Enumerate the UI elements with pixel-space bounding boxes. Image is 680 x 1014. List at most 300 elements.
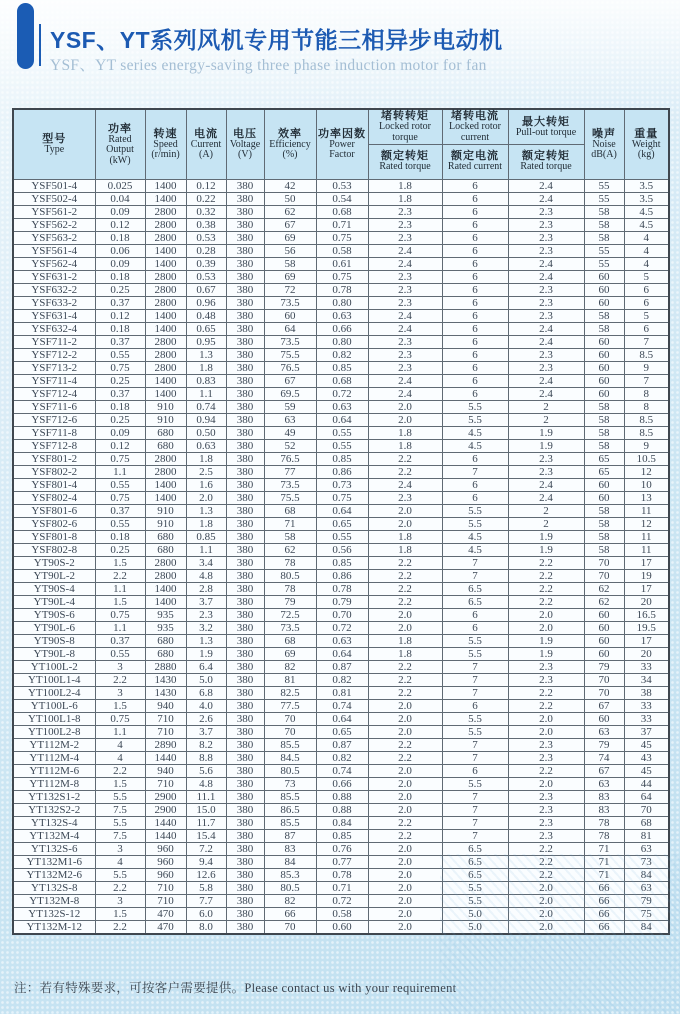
- spec-value-cell: 0.75: [316, 231, 368, 244]
- spec-value-cell: 710: [145, 777, 186, 790]
- spec-value-cell: 0.32: [186, 205, 226, 218]
- spec-value-cell: 6: [442, 205, 508, 218]
- spec-value-cell: 0.50: [186, 426, 226, 439]
- spec-value-cell: 2.3: [508, 465, 584, 478]
- spec-value-cell: 38: [624, 686, 669, 699]
- spec-value-cell: 2.0: [508, 712, 584, 725]
- spec-value-cell: 10.5: [624, 452, 669, 465]
- spec-value-cell: 76.5: [264, 361, 316, 374]
- model-cell: YT132S-6: [13, 842, 95, 855]
- spec-value-cell: 19: [624, 569, 669, 582]
- model-cell: YT100L2-4: [13, 686, 95, 699]
- spec-value-cell: 62: [584, 582, 624, 595]
- table-row: [13, 842, 669, 855]
- table-row: [13, 400, 669, 413]
- spec-value-cell: 380: [226, 712, 264, 725]
- spec-value-cell: 4.0: [186, 699, 226, 712]
- spec-value-cell: 6: [442, 179, 508, 192]
- spec-value-cell: 0.82: [316, 348, 368, 361]
- spec-value-cell: 2.0: [368, 842, 442, 855]
- spec-value-cell: 2.0: [508, 608, 584, 621]
- table-row: [13, 348, 669, 361]
- spec-value-cell: 380: [226, 894, 264, 907]
- spec-value-cell: 77.5: [264, 699, 316, 712]
- spec-value-cell: 60: [584, 296, 624, 309]
- spec-value-cell: 10: [624, 478, 669, 491]
- spec-value-cell: 49: [264, 426, 316, 439]
- spec-value-cell: 2: [508, 400, 584, 413]
- spec-value-cell: 2.4: [508, 179, 584, 192]
- spec-value-cell: 1.8: [368, 426, 442, 439]
- spec-value-cell: 78: [264, 582, 316, 595]
- spec-value-cell: 2.2: [368, 686, 442, 699]
- model-cell: YSF802-8: [13, 543, 95, 556]
- spec-value-cell: 0.85: [316, 452, 368, 465]
- model-cell: YT132M-12: [13, 920, 95, 934]
- spec-value-cell: 2.3: [368, 270, 442, 283]
- spec-value-cell: 1.5: [95, 907, 145, 920]
- spec-value-cell: 1.5: [95, 777, 145, 790]
- spec-value-cell: 0.55: [316, 426, 368, 439]
- spec-value-cell: 60: [584, 283, 624, 296]
- spec-value-cell: 0.09: [95, 426, 145, 439]
- spec-value-cell: 2.3: [508, 790, 584, 803]
- table-row: [13, 218, 669, 231]
- spec-value-cell: 3.5: [624, 179, 669, 192]
- spec-value-cell: 710: [145, 712, 186, 725]
- spec-value-cell: 2.2: [368, 465, 442, 478]
- table-row: [13, 764, 669, 777]
- spec-value-cell: 0.25: [95, 543, 145, 556]
- spec-value-cell: 16.5: [624, 608, 669, 621]
- header-weight: 重量 Weight (kg): [624, 109, 669, 179]
- spec-value-cell: 3.7: [186, 595, 226, 608]
- table-row: [13, 387, 669, 400]
- spec-value-cell: 6.5: [442, 842, 508, 855]
- spec-value-cell: 4.5: [442, 426, 508, 439]
- spec-value-cell: 3.5: [624, 192, 669, 205]
- spec-value-cell: 2.3: [508, 348, 584, 361]
- spec-value-cell: 0.22: [186, 192, 226, 205]
- spec-value-cell: 1.9: [508, 426, 584, 439]
- spec-value-cell: 0.88: [316, 803, 368, 816]
- spec-value-cell: 7: [442, 556, 508, 569]
- spec-value-cell: 6.5: [442, 868, 508, 881]
- table-row: [13, 322, 669, 335]
- spec-value-cell: 2.3: [508, 231, 584, 244]
- spec-value-cell: 380: [226, 439, 264, 452]
- spec-value-cell: 0.94: [186, 413, 226, 426]
- spec-value-cell: 2.3: [508, 296, 584, 309]
- spec-value-cell: 71: [584, 855, 624, 868]
- spec-value-cell: 17: [624, 634, 669, 647]
- spec-value-cell: 67: [264, 218, 316, 231]
- spec-value-cell: 81: [624, 829, 669, 842]
- spec-value-cell: 2.2: [368, 816, 442, 829]
- spec-value-cell: 7: [442, 686, 508, 699]
- spec-value-cell: 80.5: [264, 764, 316, 777]
- spec-value-cell: 0.64: [316, 504, 368, 517]
- spec-value-cell: 0.84: [316, 816, 368, 829]
- spec-value-cell: 79: [584, 738, 624, 751]
- spec-value-cell: 1.9: [508, 543, 584, 556]
- spec-value-cell: 380: [226, 829, 264, 842]
- spec-value-cell: 7: [442, 738, 508, 751]
- model-cell: YSF633-2: [13, 296, 95, 309]
- table-row: [13, 725, 669, 738]
- spec-value-cell: 0.83: [186, 374, 226, 387]
- table-row: [13, 465, 669, 478]
- spec-value-cell: 1440: [145, 816, 186, 829]
- spec-value-cell: 70: [264, 920, 316, 934]
- spec-value-cell: 6: [442, 283, 508, 296]
- spec-value-cell: 0.96: [186, 296, 226, 309]
- spec-value-cell: 2800: [145, 231, 186, 244]
- spec-value-cell: 1430: [145, 673, 186, 686]
- spec-value-cell: 380: [226, 374, 264, 387]
- spec-value-cell: 2.6: [186, 712, 226, 725]
- spec-value-cell: 2800: [145, 348, 186, 361]
- spec-value-cell: 71: [264, 517, 316, 530]
- table-row: [13, 361, 669, 374]
- spec-value-cell: 0.37: [95, 335, 145, 348]
- spec-value-cell: 4: [95, 855, 145, 868]
- spec-value-cell: 0.25: [95, 283, 145, 296]
- spec-value-cell: 5.0: [442, 907, 508, 920]
- spec-value-cell: 380: [226, 764, 264, 777]
- spec-value-cell: 5.5: [442, 881, 508, 894]
- spec-value-cell: 11: [624, 543, 669, 556]
- spec-value-cell: 3: [95, 686, 145, 699]
- spec-value-cell: 1400: [145, 322, 186, 335]
- spec-value-cell: 42: [264, 179, 316, 192]
- spec-value-cell: 2.0: [368, 855, 442, 868]
- spec-value-cell: 66: [584, 920, 624, 934]
- spec-value-cell: 66: [264, 907, 316, 920]
- spec-value-cell: 0.74: [186, 400, 226, 413]
- spec-value-cell: 67: [264, 374, 316, 387]
- spec-value-cell: 2.4: [508, 387, 584, 400]
- spec-value-cell: 83: [584, 790, 624, 803]
- header-locked-current-rated: 额定电流 Rated current: [442, 144, 508, 179]
- spec-value-cell: 82: [264, 660, 316, 673]
- spec-value-cell: 380: [226, 816, 264, 829]
- table-row: [13, 621, 669, 634]
- spec-value-cell: 0.55: [95, 348, 145, 361]
- table-row: [13, 816, 669, 829]
- spec-value-cell: 7: [442, 673, 508, 686]
- table-row: [13, 881, 669, 894]
- spec-value-cell: 1.3: [186, 504, 226, 517]
- spec-value-cell: 8: [624, 387, 669, 400]
- spec-value-cell: 11.1: [186, 790, 226, 803]
- spec-value-cell: 58: [584, 400, 624, 413]
- spec-value-cell: 2.2: [368, 738, 442, 751]
- spec-value-cell: 380: [226, 387, 264, 400]
- spec-value-cell: 2.2: [368, 582, 442, 595]
- spec-value-cell: 2.4: [508, 322, 584, 335]
- spec-value-cell: 84: [624, 868, 669, 881]
- table-row: [13, 894, 669, 907]
- spec-value-cell: 1400: [145, 595, 186, 608]
- spec-value-cell: 6: [624, 283, 669, 296]
- spec-value-cell: 0.87: [316, 738, 368, 751]
- spec-value-cell: 2.3: [368, 283, 442, 296]
- spec-value-cell: 0.65: [316, 517, 368, 530]
- spec-value-cell: 680: [145, 426, 186, 439]
- spec-value-cell: 680: [145, 543, 186, 556]
- spec-value-cell: 2.0: [186, 491, 226, 504]
- spec-value-cell: 60: [584, 608, 624, 621]
- spec-value-cell: 380: [226, 231, 264, 244]
- spec-value-cell: 2.2: [95, 881, 145, 894]
- spec-value-cell: 5.5: [442, 712, 508, 725]
- spec-value-cell: 63: [624, 881, 669, 894]
- header-pullout-torque: 最大转矩 Pull-out torque: [508, 109, 584, 144]
- spec-value-cell: 77: [264, 465, 316, 478]
- spec-value-cell: 3.2: [186, 621, 226, 634]
- spec-value-cell: 69: [264, 270, 316, 283]
- spec-value-cell: 81: [264, 673, 316, 686]
- spec-value-cell: 0.75: [95, 452, 145, 465]
- spec-value-cell: 87: [264, 829, 316, 842]
- model-cell: YT132M1-6: [13, 855, 95, 868]
- spec-value-cell: 1400: [145, 387, 186, 400]
- model-cell: YSF563-2: [13, 231, 95, 244]
- spec-value-cell: 0.78: [316, 868, 368, 881]
- spec-value-cell: 380: [226, 244, 264, 257]
- spec-value-cell: 2.3: [508, 816, 584, 829]
- spec-value-cell: 4: [95, 738, 145, 751]
- spec-value-cell: 680: [145, 647, 186, 660]
- spec-value-cell: 380: [226, 556, 264, 569]
- spec-value-cell: 8.2: [186, 738, 226, 751]
- spec-value-cell: 960: [145, 855, 186, 868]
- spec-value-cell: 2.0: [368, 881, 442, 894]
- table-row: [13, 868, 669, 881]
- accent-bar: [17, 3, 34, 69]
- header-locked-rotor-current: 堵转电流 Locked rotor current: [442, 109, 508, 144]
- spec-value-cell: 2.4: [368, 387, 442, 400]
- spec-value-cell: 380: [226, 257, 264, 270]
- spec-value-cell: 380: [226, 270, 264, 283]
- spec-value-cell: 11.7: [186, 816, 226, 829]
- spec-value-cell: 2.4: [508, 335, 584, 348]
- spec-value-cell: 6: [442, 764, 508, 777]
- spec-value-cell: 0.86: [316, 465, 368, 478]
- spec-value-cell: 1.1: [95, 621, 145, 634]
- spec-value-cell: 2.3: [508, 309, 584, 322]
- spec-value-cell: 2800: [145, 270, 186, 283]
- spec-value-cell: 380: [226, 504, 264, 517]
- spec-value-cell: 0.58: [316, 907, 368, 920]
- spec-value-cell: 60: [584, 387, 624, 400]
- model-cell: YSF711-2: [13, 335, 95, 348]
- spec-value-cell: 2.3: [368, 205, 442, 218]
- spec-value-cell: 75.5: [264, 348, 316, 361]
- spec-value-cell: 680: [145, 530, 186, 543]
- spec-value-cell: 2.0: [368, 764, 442, 777]
- spec-value-cell: 84.5: [264, 751, 316, 764]
- spec-value-cell: 0.75: [95, 608, 145, 621]
- table-row: [13, 205, 669, 218]
- spec-value-cell: 0.60: [316, 920, 368, 934]
- spec-value-cell: 1.8: [368, 647, 442, 660]
- spec-value-cell: 66: [584, 894, 624, 907]
- table-row: [13, 673, 669, 686]
- spec-value-cell: 2.4: [368, 374, 442, 387]
- spec-value-cell: 5.5: [442, 634, 508, 647]
- spec-value-cell: 85.3: [264, 868, 316, 881]
- spec-value-cell: 2.2: [508, 699, 584, 712]
- spec-value-cell: 2.2: [508, 595, 584, 608]
- spec-value-cell: 59: [264, 400, 316, 413]
- model-cell: YT112M-6: [13, 764, 95, 777]
- spec-value-cell: 2.4: [368, 309, 442, 322]
- spec-value-cell: 70: [584, 673, 624, 686]
- spec-value-cell: 58: [584, 322, 624, 335]
- spec-value-cell: 0.37: [95, 634, 145, 647]
- table-header: [13, 109, 669, 179]
- spec-value-cell: 1400: [145, 491, 186, 504]
- spec-value-cell: 380: [226, 842, 264, 855]
- spec-value-cell: 0.63: [186, 439, 226, 452]
- spec-value-cell: 75: [624, 907, 669, 920]
- spec-value-cell: 78: [584, 816, 624, 829]
- spec-value-cell: 0.74: [316, 699, 368, 712]
- spec-value-cell: 1.1: [186, 543, 226, 556]
- table-row: [13, 751, 669, 764]
- spec-value-cell: 380: [226, 647, 264, 660]
- spec-value-cell: 380: [226, 920, 264, 934]
- spec-value-cell: 70: [584, 556, 624, 569]
- spec-value-cell: 2.2: [95, 764, 145, 777]
- spec-value-cell: 5.5: [442, 725, 508, 738]
- spec-value-cell: 60: [584, 270, 624, 283]
- spec-value-cell: 2.0: [368, 621, 442, 634]
- spec-value-cell: 6: [442, 374, 508, 387]
- spec-value-cell: 2800: [145, 569, 186, 582]
- spec-value-cell: 6: [442, 296, 508, 309]
- spec-value-cell: 960: [145, 868, 186, 881]
- spec-value-cell: 55: [584, 179, 624, 192]
- spec-value-cell: 2.0: [368, 920, 442, 934]
- model-cell: YSF802-2: [13, 465, 95, 478]
- spec-value-cell: 70: [264, 725, 316, 738]
- spec-value-cell: 0.87: [316, 660, 368, 673]
- spec-value-cell: 2: [508, 504, 584, 517]
- spec-value-cell: 380: [226, 283, 264, 296]
- spec-value-cell: 0.65: [316, 725, 368, 738]
- spec-value-cell: 65: [584, 452, 624, 465]
- spec-value-cell: 60: [584, 634, 624, 647]
- spec-value-cell: 1.5: [95, 556, 145, 569]
- spec-value-cell: 680: [145, 634, 186, 647]
- spec-value-cell: 380: [226, 335, 264, 348]
- model-cell: YT132S1-2: [13, 790, 95, 803]
- table-row: [13, 452, 669, 465]
- header-efficiency: 效率 Efficiency (%): [264, 109, 316, 179]
- spec-value-cell: 2.3: [186, 608, 226, 621]
- spec-value-cell: 935: [145, 621, 186, 634]
- table-row: [13, 608, 669, 621]
- table-row: [13, 309, 669, 322]
- spec-value-cell: 2.0: [368, 894, 442, 907]
- spec-value-cell: 2800: [145, 218, 186, 231]
- spec-value-cell: 380: [226, 751, 264, 764]
- spec-value-cell: 2.2: [508, 855, 584, 868]
- spec-value-cell: 1.8: [368, 439, 442, 452]
- spec-value-cell: 76.5: [264, 452, 316, 465]
- spec-value-cell: 2.2: [508, 569, 584, 582]
- spec-value-cell: 0.63: [316, 309, 368, 322]
- spec-value-cell: 2890: [145, 738, 186, 751]
- spec-value-cell: 2.3: [368, 231, 442, 244]
- spec-value-cell: 4.5: [442, 530, 508, 543]
- model-cell: YT100L2-8: [13, 725, 95, 738]
- spec-value-cell: 380: [226, 517, 264, 530]
- spec-value-cell: 5.5: [442, 400, 508, 413]
- header-current: 电流 Current (A): [186, 109, 226, 179]
- table-row: [13, 296, 669, 309]
- spec-value-cell: 6: [442, 231, 508, 244]
- spec-value-cell: 1.8: [368, 192, 442, 205]
- model-cell: YSF801-6: [13, 504, 95, 517]
- spec-value-cell: 8.8: [186, 751, 226, 764]
- spec-value-cell: 0.77: [316, 855, 368, 868]
- spec-value-cell: 0.63: [316, 634, 368, 647]
- spec-value-cell: 2.2: [368, 556, 442, 569]
- spec-value-cell: 910: [145, 400, 186, 413]
- spec-value-cell: 910: [145, 413, 186, 426]
- spec-value-cell: 2.4: [508, 270, 584, 283]
- spec-value-cell: 0.80: [316, 335, 368, 348]
- spec-value-cell: 73.5: [264, 621, 316, 634]
- spec-value-cell: 5.5: [95, 868, 145, 881]
- spec-value-cell: 43: [624, 751, 669, 764]
- spec-value-cell: 73.5: [264, 296, 316, 309]
- spec-value-cell: 0.86: [316, 569, 368, 582]
- spec-value-cell: 7.2: [186, 842, 226, 855]
- spec-value-cell: 2.2: [508, 556, 584, 569]
- spec-value-cell: 33: [624, 699, 669, 712]
- table-row: [13, 517, 669, 530]
- model-cell: YT90S-8: [13, 634, 95, 647]
- spec-value-cell: 5.8: [186, 881, 226, 894]
- spec-value-cell: 1.8: [368, 179, 442, 192]
- page-title: YSF、YT系列风机专用节能三相异步电动机: [50, 27, 503, 53]
- spec-value-cell: 66: [584, 907, 624, 920]
- spec-value-cell: 380: [226, 205, 264, 218]
- spec-value-cell: 6.8: [186, 686, 226, 699]
- spec-value-cell: 380: [226, 699, 264, 712]
- spec-value-cell: 1400: [145, 244, 186, 257]
- spec-value-cell: 0.76: [316, 842, 368, 855]
- spec-value-cell: 380: [226, 322, 264, 335]
- spec-value-cell: 45: [624, 764, 669, 777]
- spec-value-cell: 4.8: [186, 569, 226, 582]
- spec-value-cell: 2.0: [368, 400, 442, 413]
- spec-value-cell: 3.4: [186, 556, 226, 569]
- spec-value-cell: 0.82: [316, 673, 368, 686]
- model-cell: YSF631-4: [13, 309, 95, 322]
- spec-value-cell: 5: [624, 270, 669, 283]
- table-row: [13, 244, 669, 257]
- spec-value-cell: 6.5: [442, 855, 508, 868]
- spec-value-cell: 380: [226, 192, 264, 205]
- spec-value-cell: 1.9: [508, 530, 584, 543]
- spec-value-cell: 5.5: [442, 504, 508, 517]
